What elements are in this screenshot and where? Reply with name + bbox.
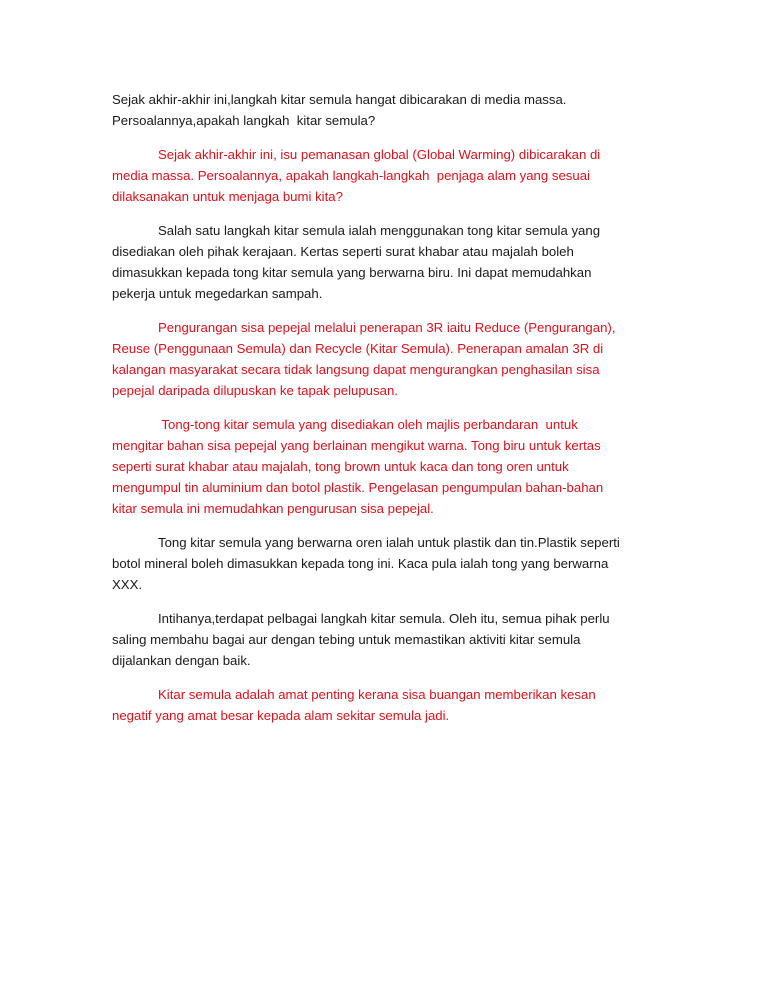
- text-line: botol mineral boleh dimasukkan kepada tong ini. Kaca pula ialah tong yang berwarna: [112, 556, 609, 571]
- text-line: Pengurangan sisa pepejal melalui penerapan 3R iaitu Reduce (Pengurangan),: [158, 320, 616, 335]
- text-line: saling membahu bagai aur dengan tebing untuk memastikan aktiviti kitar semula: [112, 632, 581, 647]
- text-line: mengitar bahan sisa pepejal yang berlainan mengikut warna. Tong biru untuk kertas: [112, 438, 601, 453]
- text-line: Sejak akhir-akhir ini,langkah kitar semula hangat dibicarakan di media massa.: [112, 92, 567, 107]
- paragraph-4: [112, 317, 658, 401]
- text-line: kitar semula ini memudahkan pengurusan sisa pepejal.: [112, 501, 434, 516]
- paragraph-5: [112, 414, 658, 519]
- paragraph-6: [112, 532, 658, 595]
- paragraph-1: [112, 89, 658, 131]
- text-line: dilaksanakan untuk menjaga bumi kita?: [112, 189, 343, 204]
- text-line: Tong kitar semula yang berwarna oren ialah untuk plastik dan tin.Plastik seperti: [158, 535, 620, 550]
- text-line: Kitar semula adalah amat penting kerana sisa buangan memberikan kesan: [158, 687, 596, 702]
- paragraph-8: [112, 684, 658, 726]
- paragraph-7: [112, 608, 658, 671]
- text-line: dijalankan dengan baik.: [112, 653, 251, 668]
- text-line: seperti surat khabar atau majalah, tong brown untuk kaca dan tong oren untuk: [112, 459, 569, 474]
- text-line: XXX.: [112, 577, 143, 592]
- text-line: Sejak akhir-akhir ini, isu pemanasan global (Global Warming) dibicarakan di: [158, 147, 601, 162]
- text-line: media massa. Persoalannya, apakah langkah-langkah penjaga alam yang sesuai: [112, 168, 590, 183]
- paragraph-2: [112, 144, 658, 207]
- text-line: pepejal daripada dilupuskan ke tapak pelupusan.: [112, 383, 398, 398]
- text-line: Persoalannya,apakah langkah kitar semula?: [112, 113, 376, 128]
- text-line: pekerja untuk megedarkan sampah.: [112, 286, 323, 301]
- text-line: Salah satu langkah kitar semula ialah menggunakan tong kitar semula yang: [158, 223, 601, 238]
- text-line: Intihanya,terdapat pelbagai langkah kitar semula. Oleh itu, semua pihak perlu: [158, 611, 610, 626]
- paragraph-3: [112, 220, 658, 304]
- text-line: mengumpul tin aluminium dan botol plastik. Pengelasan pengumpulan bahan-bahan: [112, 480, 604, 495]
- text-line: Reuse (Penggunaan Semula) dan Recycle (Kitar Semula). Penerapan amalan 3R di: [112, 341, 604, 356]
- text-line: dimasukkan kepada tong kitar semula yang berwarna biru. Ini dapat memudahkan: [112, 265, 592, 280]
- text-line: disediakan oleh pihak kerajaan. Kertas seperti surat khabar atau majalah boleh: [112, 244, 574, 259]
- text-line: negatif yang amat besar kepada alam sekitar semula jadi.: [112, 708, 450, 723]
- text-line: Tong-tong kitar semula yang disediakan oleh majlis perbandaran untuk: [158, 417, 578, 432]
- text-line: kalangan masyarakat secara tidak langsung dapat mengurangkan penghasilan sisa: [112, 362, 600, 377]
